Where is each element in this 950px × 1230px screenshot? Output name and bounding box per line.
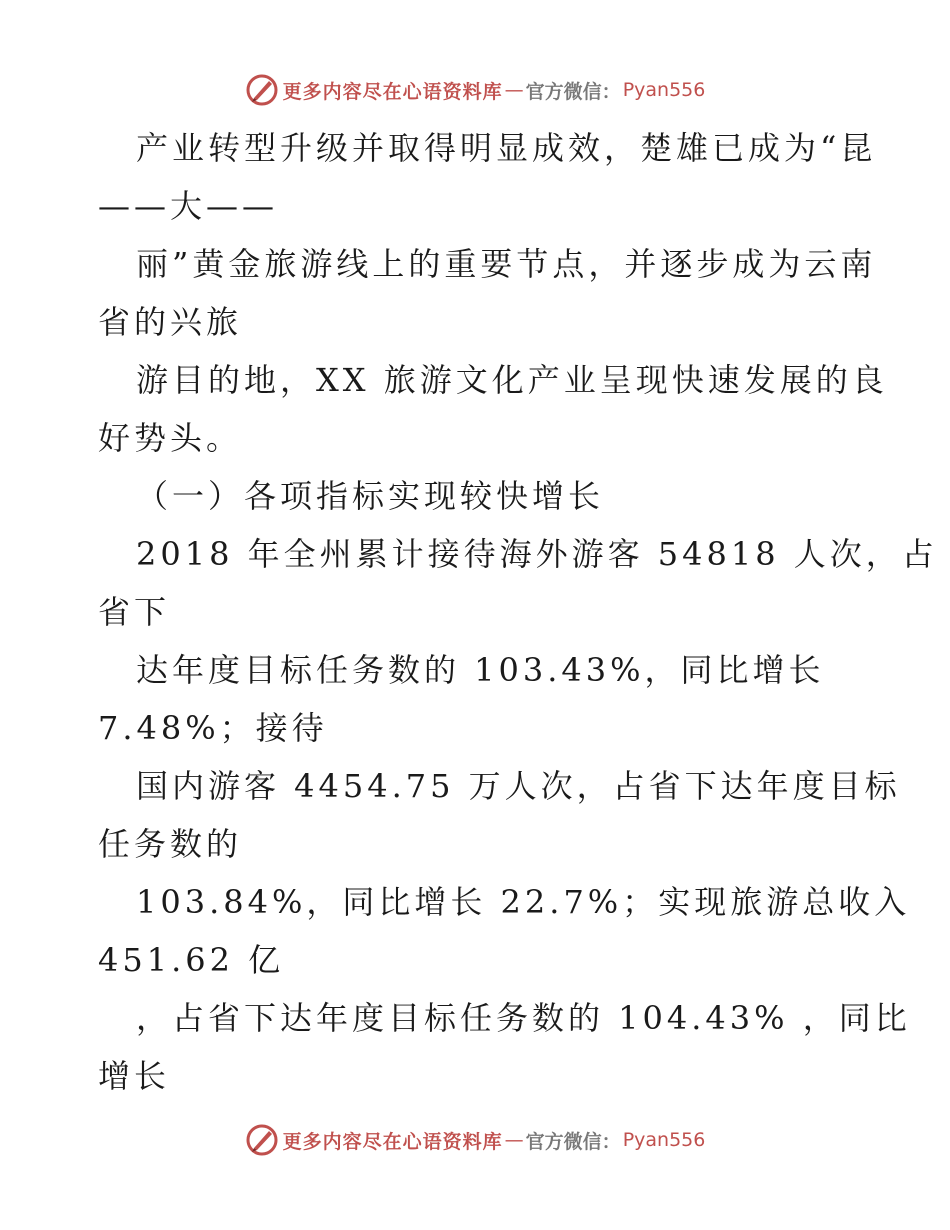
text-line: 省下	[98, 593, 171, 631]
text-line: 国内游客 4454.75 万人次，占省下达年度目标	[136, 767, 901, 805]
quill-pen-logo-icon	[245, 73, 279, 107]
text-line: 任务数的	[98, 825, 243, 863]
watermark-id: Pyan556	[622, 1129, 706, 1151]
watermark-label: 官方微信：	[525, 80, 621, 103]
text-line: 产业转型升级并取得明显成效，楚雄已成为“昆	[136, 129, 877, 167]
text-line: 7.48%；接待	[98, 709, 328, 747]
text-line: 省的兴旅	[98, 303, 243, 341]
footer-watermark	[0, 1120, 950, 1160]
text-line: 451.62 亿	[98, 941, 285, 979]
header-watermark	[0, 70, 950, 110]
text-line: 达年度目标任务数的 103.43%，同比增长	[136, 651, 825, 689]
text-line: 增长	[98, 1057, 171, 1095]
text-line: 103.84%，同比增长 22.7%；实现旅游总收入	[136, 883, 911, 921]
watermark-dash: —	[504, 1129, 524, 1151]
watermark-main-text: 更多内容尽在心语资料库	[282, 1130, 503, 1153]
section-heading: （一）各项指标实现较快增长	[136, 477, 605, 515]
text-line: ，占省下达年度目标任务数的 104.43% ，同比	[136, 999, 911, 1037]
watermark-dash: —	[504, 79, 524, 101]
text-line: ——大——	[98, 187, 279, 225]
text-line: 游目的地，XX 旅游文化产业呈现快速发展的良	[136, 361, 888, 399]
text-line: 2018 年全州累计接待海外游客 54818 人次，占	[136, 535, 938, 573]
quill-pen-logo-icon	[245, 1123, 279, 1157]
watermark-label: 官方微信：	[525, 1130, 621, 1153]
watermark-main-text: 更多内容尽在心语资料库	[282, 80, 503, 103]
text-line: 丽”黄金旅游线上的重要节点，并逐步成为云南	[136, 245, 877, 283]
text-line: 好势头。	[98, 419, 243, 457]
watermark-id: Pyan556	[622, 79, 706, 101]
